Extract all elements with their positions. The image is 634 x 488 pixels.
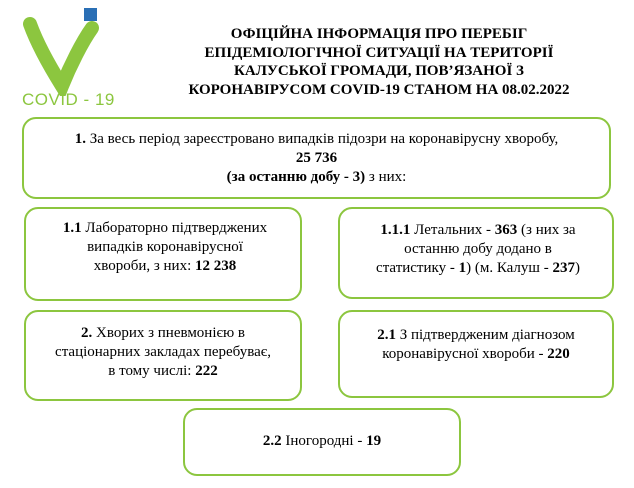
page-title <box>126 25 632 99</box>
suspected-cases-value: 25 736 <box>295 150 338 166</box>
lab-confirmed-box: 1.1 Лабораторно підтверджених випадків коронавірусної хвороби, з них: 12 238 <box>24 207 302 301</box>
pneumonia-value: 222 <box>195 363 218 379</box>
logo-text: COVID - 19 <box>22 90 115 109</box>
v-check-logo-icon <box>18 6 118 96</box>
deaths-box: 1.1.1 Летальних - 363 (з них за останню добу додано в статистику - 1) (м. Калуш - 237) <box>338 207 614 299</box>
confirmed-diagnosis-box: 2.1 З підтвердженим діагнозом коронавірусної хвороби - 220 <box>338 310 614 398</box>
suspected-cases-text: 1. За весь період зареєстровано випадків підозри на коронавірусну хворобу, <box>74 131 559 147</box>
suspected-cases-box <box>22 117 611 199</box>
non-residents-value: 19 <box>366 433 382 449</box>
title-line: КАЛУСЬКОЇ ГРОМАДИ, ПОВ’ЯЗАНОЇ З <box>234 63 524 79</box>
title-line: ОФІЦІЙНА ІНФОРМАЦІЯ ПРО ПЕРЕБІГ <box>230 26 528 42</box>
title-line: КОРОНАВІРУСОМ COVID-19 СТАНОМ НА 08.02.2022 <box>188 81 570 98</box>
deaths-value: 363 <box>494 222 518 238</box>
pneumonia-box: 2. Хворих з пневмонією в стаціонарних закладах перебуває, в тому числі: 222 <box>24 310 302 401</box>
suspected-cases-last-day: (за останню добу - 3) з них: <box>226 169 407 185</box>
confirmed-diagnosis-value: 220 <box>547 346 570 362</box>
non-residents-box: 2.2 Іногородні - 19 <box>183 408 461 476</box>
title-line: ЕПІДЕМІОЛОГІЧНОЇ СИТУАЦІЇ НА ТЕРИТОРІЇ <box>204 44 554 61</box>
lab-confirmed-value: хвороби, з них: 12 238 <box>93 258 237 274</box>
